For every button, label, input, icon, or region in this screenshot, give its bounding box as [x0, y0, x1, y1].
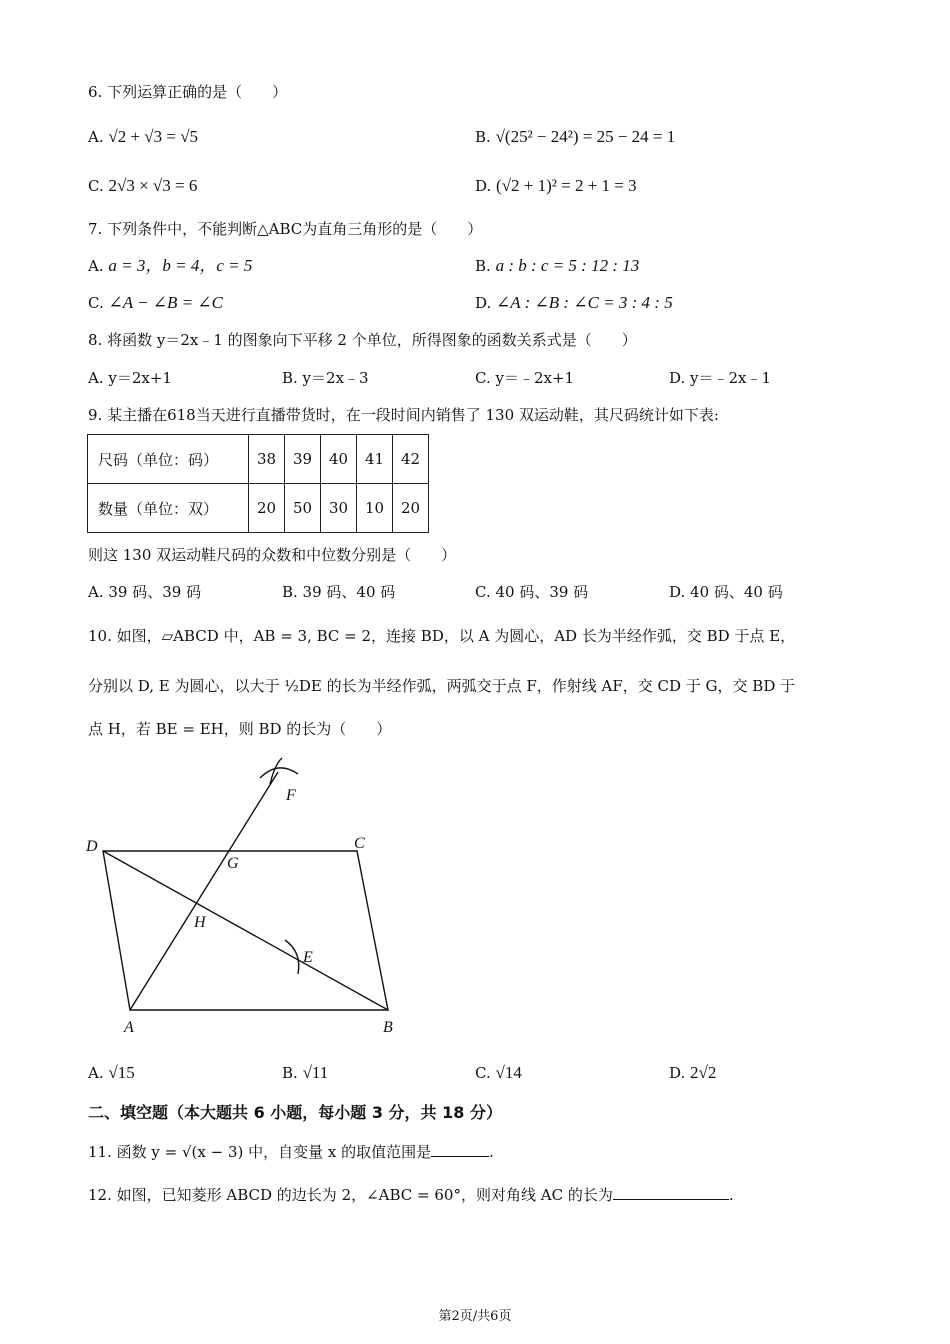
q10-d-label: D.	[669, 1064, 686, 1082]
label-c: C	[354, 835, 365, 852]
q10-line2: 分别以 D, E 为圆心，以大于 ½DE 的长为半经作弧，两弧交于点 F，作射线 AF，交 CD 于 G，交 BD 于	[88, 677, 796, 695]
q10-option-b	[282, 1063, 328, 1083]
q7-d-expr: ∠A : ∠B : ∠C = 3 : 4 : 5	[496, 293, 673, 312]
q6-c-label: C.	[88, 177, 104, 195]
arc-at-f	[260, 768, 298, 778]
q7-a-label: A.	[88, 257, 104, 275]
q6-option-b	[475, 127, 675, 147]
table-cell: 39	[285, 435, 321, 484]
q7-stem: 7. 下列条件中，不能判断△ABC为直角三角形的是（ ）	[88, 220, 483, 238]
q10-a-expr: √15	[108, 1063, 135, 1082]
q7-c-expr: ∠A − ∠B = ∠C	[108, 293, 223, 312]
q6-option-d	[475, 176, 637, 196]
q6-a-expr: √2 + √3 = √5	[108, 127, 199, 146]
q10-option-d	[669, 1063, 716, 1083]
page-footer: 第2页/共6页	[438, 1309, 512, 1324]
q10-d-expr: 2√2	[690, 1063, 717, 1082]
q9-option-a: A. 39 码、39 码	[88, 583, 202, 601]
q12-text: 12. 如图，已知菱形 ABCD 的边长为 2，∠ABC = 60°，则对角线 AC 的长为	[88, 1186, 613, 1204]
q8-option-b: B. y＝2x﹣3	[282, 369, 369, 387]
q7-a-expr: a = 3，b = 4，c = 5	[108, 256, 253, 275]
label-a: A	[124, 1019, 134, 1036]
label-g: G	[227, 855, 239, 872]
q8-option-d: D. y＝﹣2x﹣1	[669, 369, 772, 387]
label-e: E	[303, 949, 313, 966]
q9-question: 则这 130 双运动鞋尺码的众数和中位数分别是（ ）	[88, 546, 457, 564]
q8-option-a: A. y＝2x+1	[88, 369, 172, 387]
q10-b-expr: √11	[302, 1063, 329, 1082]
label-f: F	[286, 787, 296, 804]
table-cell: 20	[393, 484, 429, 533]
q8-stem: 8. 将函数 y＝2x﹣1 的图象向下平移 2 个单位，所得图象的函数关系式是（ ）	[88, 331, 637, 349]
q7-b-label: B.	[475, 257, 491, 275]
q7-option-b	[475, 256, 639, 276]
q12-answer-blank[interactable]	[613, 1185, 729, 1200]
diagonal-bd	[103, 851, 388, 1010]
q12-end: .	[728, 1186, 734, 1204]
q6-d-label: D.	[475, 177, 492, 195]
q10-option-a	[88, 1063, 135, 1083]
q7-option-d	[475, 293, 673, 313]
q7-option-c	[88, 293, 223, 313]
q10-line1: 10. 如图，▱ABCD 中，AB = 3, BC = 2，连接 BD，以 A 为圆心，AD 长为半经作弧，交 BD 于点 E，	[88, 627, 796, 645]
q6-a-label: A.	[88, 128, 104, 146]
q9-option-d: D. 40 码、40 码	[669, 583, 783, 601]
q10-c-label: C.	[475, 1064, 491, 1082]
table-cell: 40	[321, 435, 357, 484]
label-b: B	[383, 1019, 393, 1036]
section-heading-fill-in: 二、填空题（本大题共 6 小题，每小题 3 分，共 18 分）	[88, 1103, 502, 1122]
q6-option-a	[88, 127, 198, 147]
shoe-size-table	[87, 434, 429, 533]
q11-answer-blank[interactable]	[431, 1142, 489, 1157]
q6-d-expr: (√2 + 1)² = 2 + 1 = 3	[496, 176, 637, 195]
q9-option-b: B. 39 码、40 码	[282, 583, 396, 601]
q9-option-c: C. 40 码、39 码	[475, 583, 589, 601]
q10-c-expr: √14	[495, 1063, 522, 1082]
arc-at-f-2	[270, 758, 282, 784]
parallelogram-figure	[80, 750, 420, 1050]
q10-option-c	[475, 1063, 522, 1083]
label-d: D	[86, 838, 98, 855]
ray-af	[130, 772, 278, 1010]
table-cell: 20	[249, 484, 285, 533]
table-cell: 10	[357, 484, 393, 533]
table-cell: 42	[393, 435, 429, 484]
q7-option-a	[88, 256, 252, 276]
q6-stem: 6. 下列运算正确的是（ ）	[88, 83, 288, 101]
table-row	[88, 435, 429, 484]
q11-text: 11. 函数 y = √(x − 3) 中，自变量 x 的取值范围是	[88, 1143, 432, 1161]
q8-option-c: C. y＝﹣2x+1	[475, 369, 575, 387]
q11-end: .	[489, 1143, 494, 1161]
q12-line	[88, 1185, 734, 1205]
table-cell: 50	[285, 484, 321, 533]
table-header-count: 数量（单位：双）	[88, 484, 249, 533]
q7-c-label: C.	[88, 294, 104, 312]
table-cell: 41	[357, 435, 393, 484]
q6-b-expr: √(25² − 24²) = 25 − 24 = 1	[495, 127, 676, 146]
q11-line	[88, 1142, 494, 1162]
q10-line3: 点 H，若 BE = EH，则 BD 的长为（ ）	[88, 720, 392, 738]
table-header-size: 尺码（单位：码）	[88, 435, 249, 484]
q6-option-c	[88, 176, 197, 196]
table-row	[88, 484, 429, 533]
q6-b-label: B.	[475, 128, 491, 146]
table-cell: 30	[321, 484, 357, 533]
q9-stem: 9. 某主播在618当天进行直播带货时，在一段时间内销售了 130 双运动鞋，其尺码统计如下表:	[88, 406, 719, 424]
q6-c-expr: 2√3 × √3 = 6	[108, 176, 198, 195]
label-h: H	[194, 914, 206, 931]
q10-b-label: B.	[282, 1064, 298, 1082]
table-cell: 38	[249, 435, 285, 484]
q7-d-label: D.	[475, 294, 492, 312]
q10-a-label: A.	[88, 1064, 104, 1082]
q7-b-expr: a : b : c = 5 : 12 : 13	[495, 256, 640, 275]
